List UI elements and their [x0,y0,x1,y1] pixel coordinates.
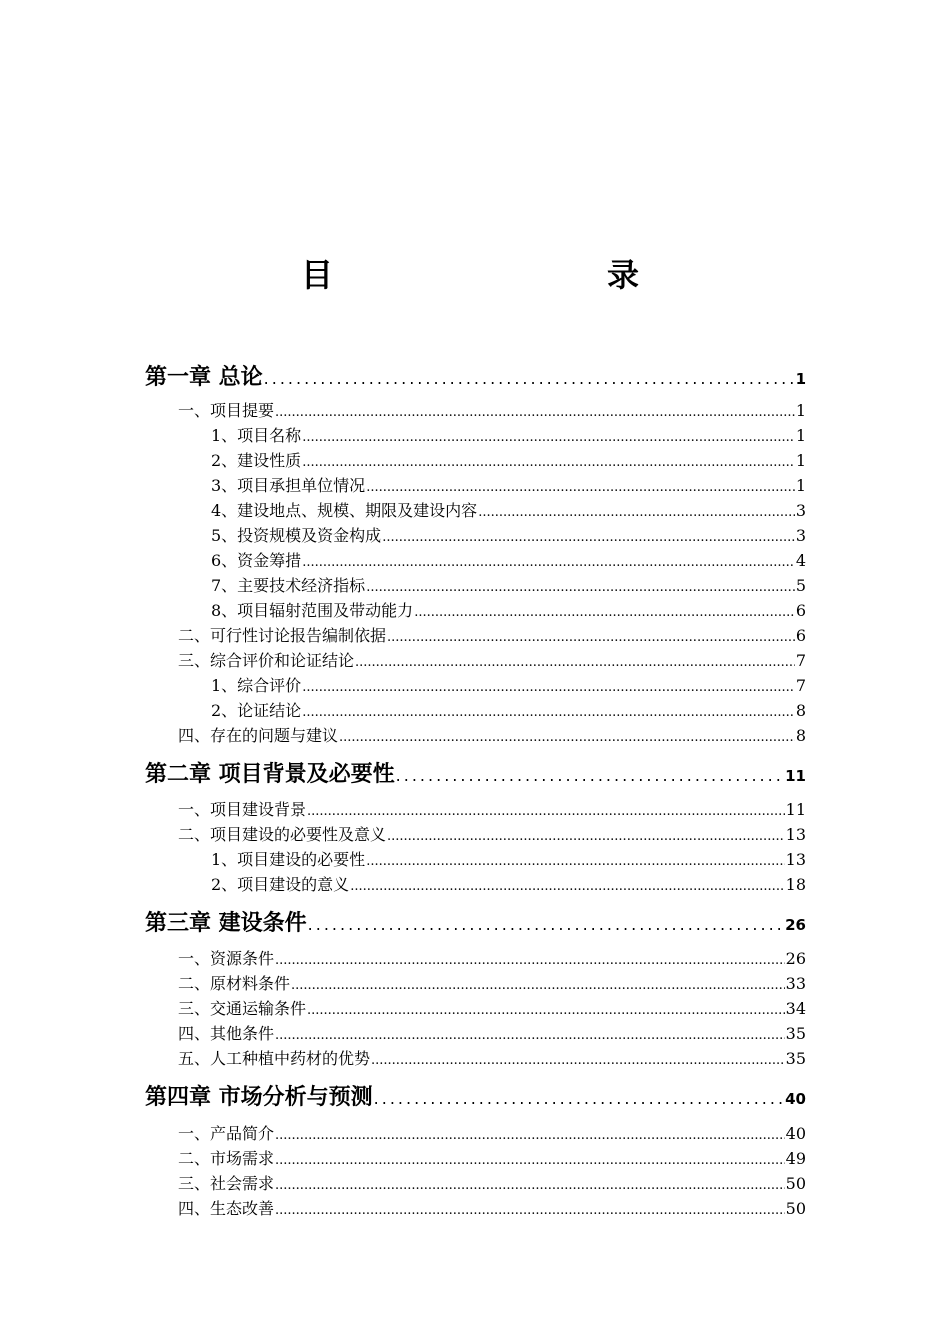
toc-subsection[interactable] [211,498,806,523]
toc-entry-label: 第一章 总论 [145,365,263,390]
toc-entry-label: 一、项目提要 [178,401,275,420]
toc-chapter-1[interactable] [145,360,806,394]
toc-entry-label: 二、市场需求 [178,1149,275,1168]
toc-section[interactable] [178,1021,806,1046]
dot-leader [374,1089,784,1108]
toc-subsection[interactable] [211,872,806,897]
dot-leader [387,630,795,645]
toc-entry-label: 2、项目建设的意义 [211,875,350,894]
page-title: 目 录 [300,256,709,294]
dot-leader [275,405,795,420]
toc-subsection[interactable] [211,847,806,872]
dot-leader [291,978,785,993]
toc-section[interactable] [178,1196,806,1221]
toc-page-number: 8 [795,701,806,720]
dot-leader [414,605,795,620]
toc-subsection[interactable] [211,448,806,473]
dot-leader [302,455,795,470]
toc-entry-label: 四、其他条件 [178,1024,275,1043]
toc-section[interactable] [178,398,806,423]
toc-entry-label: 8、项目辐射范围及带动能力 [211,601,414,620]
toc-page-number: 26 [785,916,806,934]
dot-leader [371,1053,785,1068]
toc-page-number: 35 [785,1024,806,1043]
dot-leader [302,555,795,570]
dot-leader [308,915,784,934]
toc-page-number: 50 [785,1199,806,1218]
toc-entry-label: 四、存在的问题与建议 [178,726,339,745]
toc-entry-label: 5、投资规模及资金构成 [211,526,382,545]
toc-subsection[interactable] [211,523,806,548]
dot-leader [366,854,784,869]
toc-entry-label: 6、资金筹措 [211,551,302,570]
dot-leader [302,430,795,445]
toc-page-number: 1 [795,451,806,470]
dot-leader [355,655,795,670]
toc-entry-label: 一、产品简介 [178,1124,275,1143]
dot-leader [366,480,795,495]
toc-section[interactable] [178,822,806,847]
toc-page-number: 3 [795,501,806,520]
toc-chapter-3[interactable] [145,906,806,940]
toc-entry-label: 二、原材料条件 [178,974,291,993]
toc-entry-label: 第四章 市场分析与预测 [145,1085,373,1110]
toc-entry-label: 一、资源条件 [178,949,275,968]
toc-page-number: 11 [785,767,806,785]
toc-page-number: 7 [795,651,806,670]
toc-page-number: 1 [795,426,806,445]
toc-page-number: 18 [785,875,806,894]
toc-section[interactable] [178,623,806,648]
toc-page-number: 26 [785,949,806,968]
dot-leader [396,766,784,785]
toc-subsection[interactable] [211,423,806,448]
toc-section[interactable] [178,971,806,996]
toc-page-number: 40 [785,1124,806,1143]
dot-leader [366,580,795,595]
toc-page-number: 4 [795,551,806,570]
dot-leader [339,730,795,745]
toc-subsection[interactable] [211,548,806,573]
toc-entry-label: 2、论证结论 [211,701,302,720]
toc-page-number: 11 [785,800,806,819]
toc-page-number: 7 [795,676,806,695]
dot-leader [275,1178,785,1193]
dot-leader [302,680,795,695]
toc-entry-label: 1、项目名称 [211,426,302,445]
toc-entry-label: 三、社会需求 [178,1174,275,1193]
toc-section[interactable] [178,946,806,971]
toc-entry-label: 4、建设地点、规模、期限及建设内容 [211,501,478,520]
toc-entry-label: 五、人工种植中药材的优势 [178,1049,371,1068]
toc-page-number: 13 [785,825,806,844]
toc-subsection[interactable] [211,673,806,698]
toc-section[interactable] [178,1046,806,1071]
toc-section[interactable] [178,1171,806,1196]
toc-entry-label: 三、交通运输条件 [178,999,307,1018]
toc-page-number: 1 [795,370,806,388]
dot-leader [275,1028,785,1043]
toc-page-number: 49 [785,1149,806,1168]
toc-section[interactable] [178,1121,806,1146]
toc-entry-label: 二、可行性讨论报告编制依据 [178,626,387,645]
toc-entry-label: 第三章 建设条件 [145,911,307,936]
toc-entry-label: 一、项目建设背景 [178,800,307,819]
toc-page-number: 35 [785,1049,806,1068]
toc-chapter-4[interactable] [145,1080,806,1114]
toc-section[interactable] [178,723,806,748]
dot-leader [478,505,795,520]
toc-subsection[interactable] [211,573,806,598]
toc-section[interactable] [178,996,806,1021]
toc-entry-label: 三、综合评价和论证结论 [178,651,355,670]
toc-entry-label: 四、生态改善 [178,1199,275,1218]
toc-entry-label: 3、项目承担单位情况 [211,476,366,495]
toc-page-number: 33 [785,974,806,993]
toc-entry-label: 7、主要技术经济指标 [211,576,366,595]
toc-page-number: 6 [795,601,806,620]
dot-leader [275,1128,785,1143]
toc-subsection[interactable] [211,698,806,723]
toc-page-number: 13 [785,850,806,869]
dot-leader [275,1153,785,1168]
toc-subsection[interactable] [211,473,806,498]
toc-entry-label: 1、综合评价 [211,676,302,695]
dot-leader [307,804,785,819]
toc-section[interactable] [178,797,806,822]
toc-page-number: 3 [795,526,806,545]
toc-entry-label: 二、项目建设的必要性及意义 [178,825,387,844]
dot-leader [275,953,785,968]
toc-subsection[interactable] [211,598,806,623]
dot-leader [382,530,795,545]
toc-page-number: 1 [795,401,806,420]
toc-page-number: 8 [795,726,806,745]
toc-section[interactable] [178,1146,806,1171]
toc-page-number: 50 [785,1174,806,1193]
dot-leader [275,1203,785,1218]
toc-page-number: 1 [795,476,806,495]
dot-leader [350,879,784,894]
toc-chapter-2[interactable] [145,757,806,791]
toc-page-number: 6 [795,626,806,645]
dot-leader [387,829,785,844]
dot-leader [264,369,795,388]
dot-leader [307,1003,785,1018]
toc-entry-label: 2、建设性质 [211,451,302,470]
toc-page-number: 40 [785,1090,806,1108]
toc-section[interactable] [178,648,806,673]
toc-page-number: 34 [785,999,806,1018]
toc-page-number: 5 [795,576,806,595]
dot-leader [302,705,795,720]
toc-entry-label: 第二章 项目背景及必要性 [145,762,395,787]
toc-entry-label: 1、项目建设的必要性 [211,850,366,869]
